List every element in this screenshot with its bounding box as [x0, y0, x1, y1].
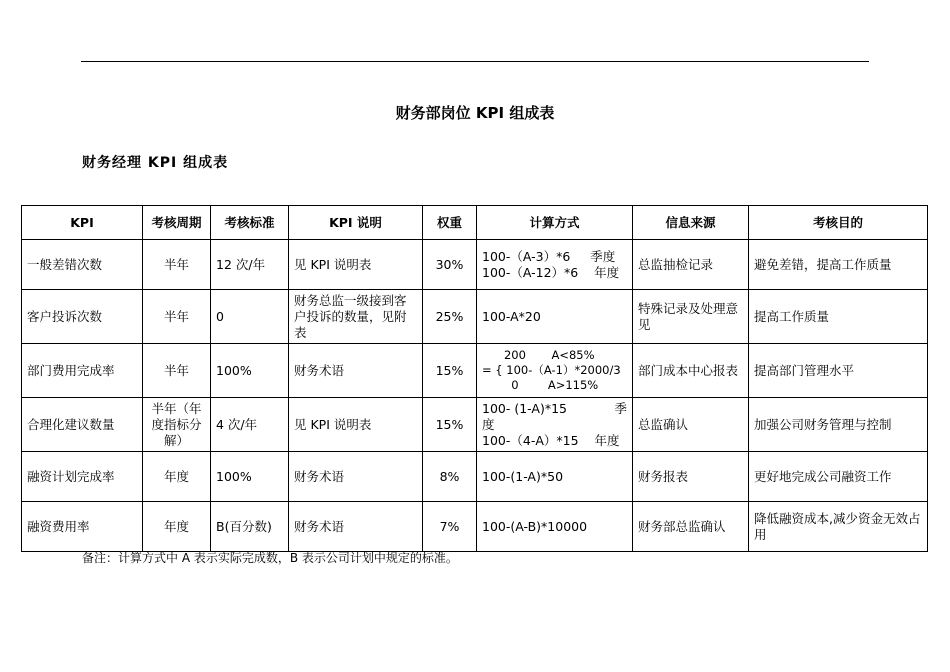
cell-period: 年度: [143, 452, 211, 502]
cell-period: 半年: [143, 290, 211, 344]
cell-weight: 7%: [423, 502, 477, 552]
calc-line: [482, 265, 627, 281]
cell-desc: 见 KPI 说明表: [289, 398, 423, 452]
calc-line: [482, 348, 627, 363]
table-row: [22, 290, 928, 344]
table-header-row: [22, 206, 928, 240]
cell-purpose: 降低融资成本,减少资金无效占用: [749, 502, 928, 552]
cell-calc: [477, 240, 633, 290]
cell-weight: 30%: [423, 240, 477, 290]
kpi-table: [21, 205, 928, 552]
header-kpi: KPI: [22, 206, 143, 240]
calc-formula: 100-（A-12）*6: [482, 264, 579, 280]
cell-standard: 100%: [211, 452, 289, 502]
cell-desc: 见 KPI 说明表: [289, 240, 423, 290]
cell-standard: 100%: [211, 344, 289, 398]
cell-weight: 8%: [423, 452, 477, 502]
cell-calc: 100-A*20: [477, 290, 633, 344]
section-title: 财务经理 KPI 组成表: [82, 155, 229, 171]
cell-source: 特殊记录及处理意见: [633, 290, 749, 344]
cell-purpose: 避免差错，提高工作质量: [749, 240, 928, 290]
calc-line: [482, 433, 627, 449]
header-purpose: 考核目的: [749, 206, 928, 240]
calc-line: [482, 249, 627, 265]
calc-period: 年度: [594, 264, 620, 280]
cell-kpi: 融资计划完成率: [22, 452, 143, 502]
cell-purpose: 更好地完成公司融资工作: [749, 452, 928, 502]
calc-period: 季度: [590, 248, 616, 264]
table-row: [22, 452, 928, 502]
cell-calc: [477, 398, 633, 452]
cell-kpi: 客户投诉次数: [22, 290, 143, 344]
cell-kpi: 融资费用率: [22, 502, 143, 552]
calc-period: 季: [614, 400, 627, 416]
calc-value: 0: [511, 378, 519, 392]
calc-line: 度: [482, 416, 495, 432]
header-desc: KPI 说明: [289, 206, 423, 240]
cell-standard: 4 次/年: [211, 398, 289, 452]
document-title: 财务部岗位 KPI 组成表: [395, 104, 555, 122]
calc-condition: A>115%: [547, 378, 599, 392]
header-standard: 考核标准: [211, 206, 289, 240]
cell-weight: 15%: [423, 344, 477, 398]
cell-source: 财务部总监确认: [633, 502, 749, 552]
cell-source: 总监确认: [633, 398, 749, 452]
calc-period: 年度: [594, 432, 620, 448]
table-row: [22, 502, 928, 552]
cell-purpose: 加强公司财务管理与控制: [749, 398, 928, 452]
table-row: [22, 344, 928, 398]
cell-weight: 25%: [423, 290, 477, 344]
calc-formula: 100- (1-A)*15: [482, 400, 567, 416]
cell-kpi: 一般差错次数: [22, 240, 143, 290]
cell-period: 年度: [143, 502, 211, 552]
header-calc: 计算方式: [477, 206, 633, 240]
cell-calc: 100-(1-A)*50: [477, 452, 633, 502]
top-rule: [81, 61, 869, 62]
header-weight: 权重: [423, 206, 477, 240]
calc-line: [482, 378, 627, 393]
table-row: [22, 398, 928, 452]
cell-period: 半年: [143, 344, 211, 398]
header-source: 信息来源: [633, 206, 749, 240]
cell-standard: B(百分数): [211, 502, 289, 552]
table-note: 备注：计算方式中 A 表示实际完成数，B 表示公司计划中规定的标准。: [82, 551, 458, 565]
cell-purpose: 提高部门管理水平: [749, 344, 928, 398]
calc-condition: A<85%: [551, 348, 595, 362]
table-row: [22, 240, 928, 290]
cell-weight: 15%: [423, 398, 477, 452]
cell-calc: 100-(A-B)*10000: [477, 502, 633, 552]
calc-line: [482, 401, 627, 417]
cell-period: 半年（年度指标分解）: [143, 398, 211, 452]
cell-calc: [477, 344, 633, 398]
cell-source: 财务报表: [633, 452, 749, 502]
cell-period: 半年: [143, 240, 211, 290]
cell-kpi: 合理化建议数量: [22, 398, 143, 452]
calc-formula: 100-（A-3）*6: [482, 248, 571, 264]
cell-kpi: 部门费用完成率: [22, 344, 143, 398]
calc-value: 200: [503, 348, 526, 362]
cell-desc: 财务术语: [289, 452, 423, 502]
header-period: 考核周期: [143, 206, 211, 240]
calc-line: = { 100-（A-1）*2000/3: [482, 363, 621, 377]
cell-purpose: 提高工作质量: [749, 290, 928, 344]
cell-desc: 财务总监一级接到客户投诉的数量，见附表: [289, 290, 423, 344]
cell-source: 总监抽检记录: [633, 240, 749, 290]
cell-source: 部门成本中心报表: [633, 344, 749, 398]
cell-standard: 12 次/年: [211, 240, 289, 290]
calc-formula: 100-（4-A）*15: [482, 432, 579, 448]
cell-desc: 财务术语: [289, 344, 423, 398]
cell-desc: 财务术语: [289, 502, 423, 552]
cell-standard: 0: [211, 290, 289, 344]
